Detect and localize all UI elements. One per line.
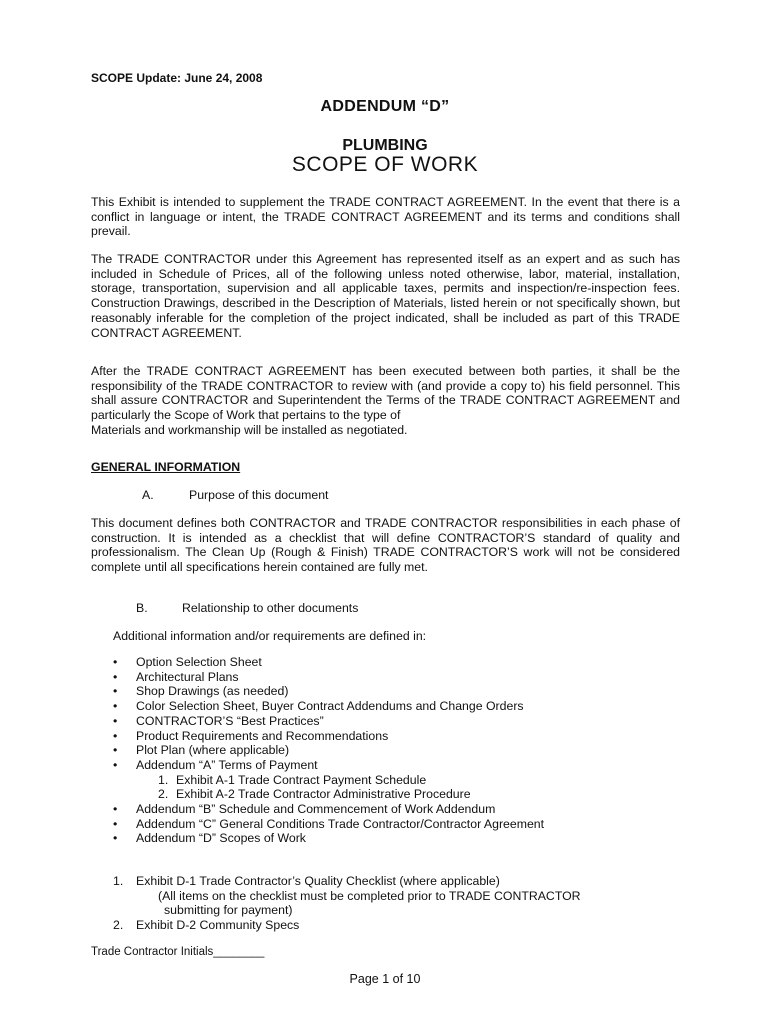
bullet-icon: • [113, 816, 118, 831]
numbered-item: 2. Exhibit D-2 Community Specs [113, 918, 300, 933]
list-item: • Architectural Plans [113, 669, 239, 684]
intro-paragraph-3 [91, 364, 680, 438]
general-information-heading: GENERAL INFORMATION [91, 460, 241, 474]
section-a-title: Purpose of this document [189, 488, 329, 502]
addendum-a-sublist [113, 773, 544, 802]
list-item: • Product Requirements and Recommendations [113, 728, 389, 743]
bullet-icon: • [113, 802, 118, 817]
section-a-letter: A. [142, 488, 154, 502]
scope-update-date: SCOPE Update: June 24, 2008 [91, 71, 263, 85]
section-b-title: Relationship to other documents [182, 601, 359, 615]
list-item: • Option Selection Sheet [113, 655, 262, 669]
section-b-intro: Additional information and/or requirements are defined in: [113, 629, 427, 643]
bullet-icon: • [113, 831, 118, 846]
list-item: • Plot Plan (where applicable) [113, 743, 290, 758]
bullet-icon: • [113, 728, 118, 743]
page-number: Page 1 of 10 [349, 972, 421, 986]
addendum-title: ADDENDUM “D” [320, 98, 450, 115]
section-a-body: This document defines both CONTRACTOR and TRADE CONTRACTOR responsibilities in each phase of construction. It is intended as a checklist that will define CONTRACTOR’S standard of quality and professionalism. The Clean Up (Rough & Finish) TRADE CONTRACTOR’S work will not be considered complete until all specifications herein contained are fully met. [91, 516, 680, 575]
exhibit-list [113, 874, 693, 933]
intro-paragraph-1: This Exhibit is intended to supplement the TRADE CONTRACT AGREEMENT. In the event that there is a conflict in language or intent, the TRADE CONTRACT AGREEMENT and its terms and conditions shall prevail. [91, 195, 680, 239]
bullet-icon: • [113, 757, 118, 772]
bullet-icon: • [113, 713, 118, 728]
list-item: • Addendum “B” Schedule and Commencement of Work Addendum [113, 802, 496, 817]
document-title: SCOPE OF WORK [291, 153, 479, 176]
numbered-item: 1. Exhibit D-1 Trade Contractor’s Quality Checklist (where applicable) [113, 874, 500, 888]
bullet-icon: • [113, 699, 118, 714]
intro-paragraph-3-line-1: After the TRADE CONTRACT AGREEMENT has been executed between both parties, it shall be the responsibility of the TRADE CONTRACTOR to review with (and provide a copy to) his field personnel. This shall assure CONTRACTOR and Superintendent the Terms of the TRADE CONTRACT AGREEMENT and particularly the Scope of Work that pertains to the type of [91, 364, 680, 423]
intro-paragraph-3-line-2: Materials and workmanship will be installed as negotiated. [91, 422, 408, 437]
list-item: • Shop Drawings (as needed) [113, 684, 289, 699]
bullet-icon: • [113, 669, 118, 684]
list-item: • Addendum “C” General Conditions Trade Contractor/Contractor Agreement [113, 816, 545, 831]
trade-title: PLUMBING [342, 137, 428, 154]
list-item: • Addendum “A” Terms of Payment [113, 757, 318, 772]
list-item: • Color Selection Sheet, Buyer Contract Addendums and Change Orders [113, 699, 524, 714]
bullet-icon: • [113, 743, 118, 758]
contractor-initials-line: Trade Contractor Initials________ [91, 946, 265, 958]
bullet-icon: • [113, 655, 118, 669]
checklist-note-line-1: (All items on the checklist must be completed prior to TRADE CONTRACTOR [158, 888, 581, 903]
sub-list-item: 2. Exhibit A-2 Trade Contractor Administrative Procedure [158, 787, 471, 802]
list-item: • CONTRACTOR’S “Best Practices” [113, 713, 324, 728]
sub-list-item: 1. Exhibit A-1 Trade Contract Payment Schedule [158, 772, 427, 787]
checklist-note-line-2: submitting for payment) [164, 903, 293, 918]
bullet-icon: • [113, 684, 118, 699]
intro-paragraph-2: The TRADE CONTRACTOR under this Agreement has represented itself as an expert and as such has included in Schedule of Prices, all of the following unless noted otherwise, labor, material, installation, storage, transportation, supervision and all applicable taxes, permits and inspection/re-inspection fees. Construction Drawings, described in the Description of Materials, listed herein or not specifically shown, but reasonably inferable for the completion of the project indicated, shall be included as part of this TRADE CONTRACT AGREEMENT. [91, 252, 680, 340]
list-item: • Addendum “D” Scopes of Work [113, 831, 306, 846]
related-documents-list [113, 655, 544, 846]
section-b-letter: B. [136, 601, 148, 615]
